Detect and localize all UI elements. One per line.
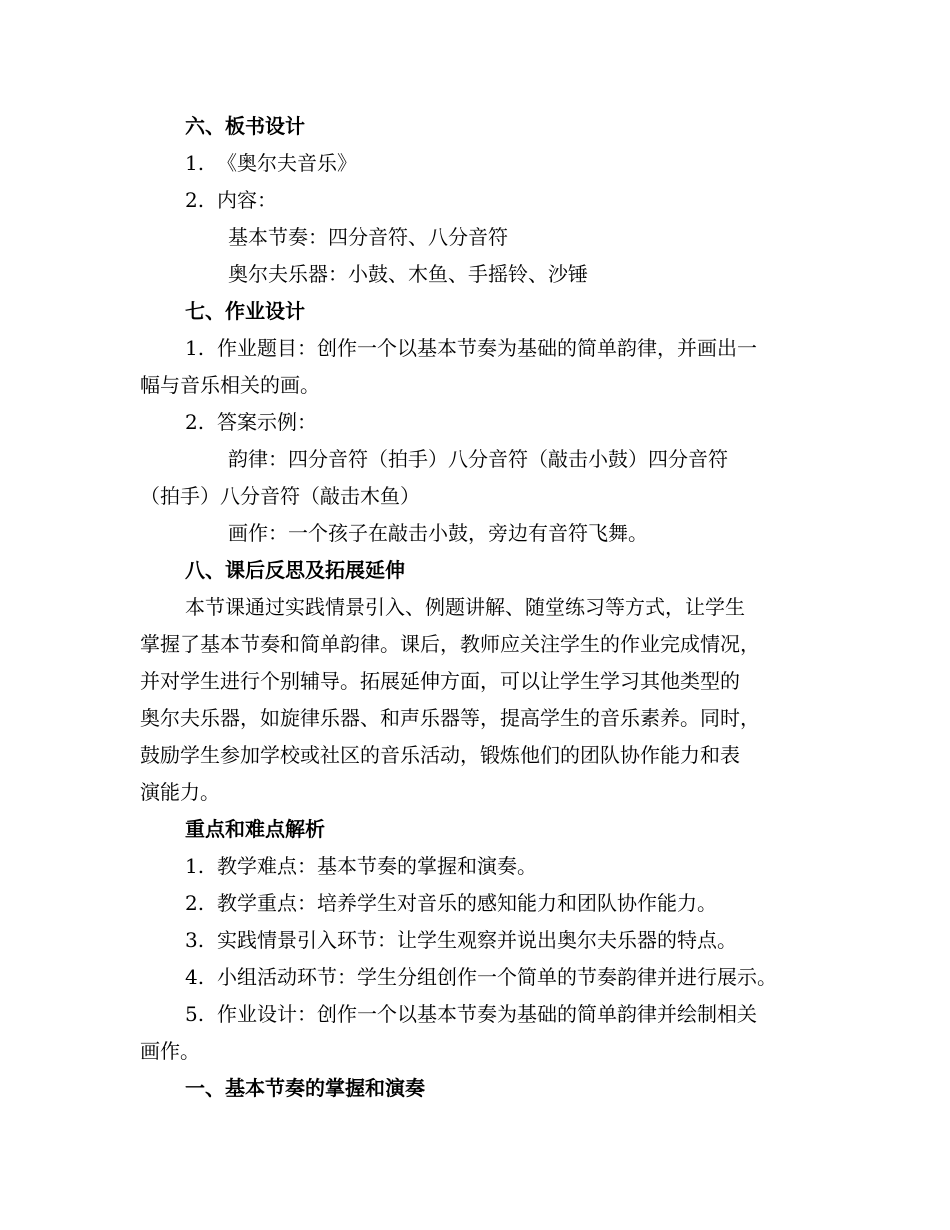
list-item	[185, 852, 537, 880]
paragraph-line: 并对学生进行个别辅导。拓展延伸方面，可以让学生学习其他类型的	[140, 669, 740, 693]
example-text: 画作：一个孩子在敲击小鼓，旁边有音符飞舞。	[228, 521, 648, 545]
example-text-continuation: （拍手）八分音符（敲击木鱼）	[140, 484, 420, 508]
list-number: 1.	[185, 151, 205, 175]
list-text: 小组活动环节：学生分组创作一个简单的节奏韵律并进行展示。	[217, 965, 777, 989]
list-number: 3.	[185, 928, 205, 952]
paragraph-line: 本节课通过实践情景引入、例题讲解、随堂练习等方式，让学生	[185, 595, 745, 619]
paragraph-line: 鼓励学生参加学校或社区的音乐活动，锻炼他们的团队协作能力和表	[140, 743, 740, 767]
list-text: 教学重点：培养学生对音乐的感知能力和团队协作能力。	[217, 891, 717, 915]
list-number: 1.	[185, 854, 205, 878]
list-text: 作业题目：创作一个以基本节奏为基础的简单韵律，并画出一	[217, 336, 757, 360]
list-item	[185, 149, 357, 177]
list-text: 作业设计：创作一个以基本节奏为基础的简单韵律并绘制相关	[217, 1002, 757, 1026]
section-heading-basic-rhythm: 一、基本节奏的掌握和演奏	[185, 1076, 425, 1100]
section-heading-reflection: 八、课后反思及拓展延伸	[185, 558, 405, 582]
list-number: 2.	[185, 891, 205, 915]
list-text: 教学难点：基本节奏的掌握和演奏。	[217, 854, 537, 878]
sub-item: 基本节奏：四分音符、八分音符	[228, 225, 508, 249]
list-text: 《奥尔夫音乐》	[217, 151, 357, 175]
list-item	[185, 889, 717, 917]
section-heading-homework: 七、作业设计	[185, 299, 305, 323]
paragraph-line: 掌握了基本节奏和简单韵律。课后，教师应关注学生的作业完成情况，	[140, 632, 760, 656]
list-item	[185, 963, 777, 991]
list-number: 4.	[185, 965, 205, 989]
list-item	[185, 186, 277, 214]
list-item	[185, 334, 757, 362]
list-item	[185, 408, 317, 436]
paragraph-line: 演能力。	[140, 780, 220, 804]
list-item	[185, 926, 737, 954]
list-item-continuation: 幅与音乐相关的画。	[140, 373, 320, 397]
list-item-continuation: 画作。	[140, 1039, 200, 1063]
list-number: 2.	[185, 410, 205, 434]
list-number: 2.	[185, 188, 205, 212]
list-number: 1.	[185, 336, 205, 360]
list-number: 5.	[185, 1002, 205, 1026]
list-text: 答案示例：	[217, 410, 317, 434]
paragraph-line: 奥尔夫乐器，如旋律乐器、和声乐器等，提高学生的音乐素养。同时，	[140, 706, 760, 730]
list-item	[185, 1000, 757, 1028]
section-heading-key-points: 重点和难点解析	[185, 817, 325, 841]
list-text: 实践情景引入环节：让学生观察并说出奥尔夫乐器的特点。	[217, 928, 737, 952]
sub-item: 奥尔夫乐器：小鼓、木鱼、手摇铃、沙锤	[228, 262, 588, 286]
list-text: 内容：	[217, 188, 277, 212]
section-heading-board-design: 六、板书设计	[185, 114, 305, 138]
example-text: 韵律：四分音符（拍手）八分音符（敲击小鼓）四分音符	[228, 447, 728, 471]
